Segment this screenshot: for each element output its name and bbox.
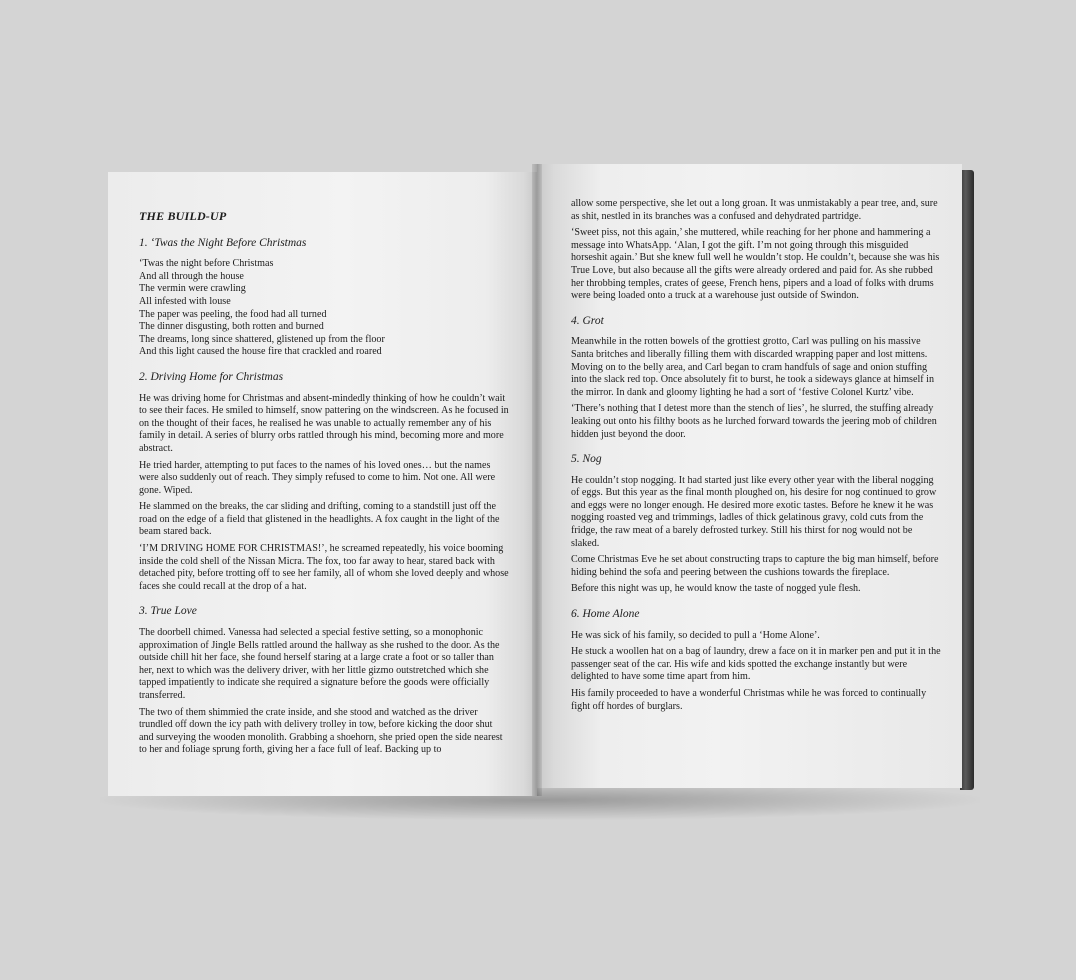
section-heading: 3. True Love [139,605,197,618]
right-page [537,164,962,788]
open-book [108,164,972,804]
paragraph: He was driving home for Christmas and absent-mindedly thinking of how he couldn’t wait to see their faces. He smiled to himself, snow pattering on the windscreen. As he focused in on the thought of their faces, he realised he was unable to actually remember any of his family in detail. A series of blurry orbs rattled through his mind, becoming more and more abstract. [139,392,509,454]
poem-line: And this light caused the house fire that crackled and roared [139,346,382,358]
paragraph: He was sick of his family, so decided to pull a ‘Home Alone’. [571,629,820,641]
paragraph: His family proceeded to have a wonderful Christmas while he was forced to continually fight off hordes of burglars. [571,688,927,712]
right-column [571,198,941,713]
paragraph: Before this night was up, he would know the taste of nogged yule flesh. [571,583,861,595]
book-gutter [532,164,542,796]
paragraph: ‘There’s nothing that I detest more than the stench of lies’, he slurred, the stuffing already leaking out onto his filthy boots as he lurched forward towards the jeering mob of children hidden just beyond the door. [571,403,937,440]
poem-line: All infested with louse [139,295,231,307]
poem-line: The paper was peeling, the food had all turned [139,308,327,320]
section-5 [571,453,941,596]
paragraph: Come Christmas Eve he set about constructing traps to capture the big man himself, before hiding behind the sofa and peering between the cushions towards the fireplace. [571,554,939,578]
paragraph: The two of them shimmied the crate inside, and she stood and watched as the driver trundled off down the icy path with delivery trolley in tow, before kicking the door shut and surveying the wooden monolith. Grabbing a shoehorn, she pried open the side nearest to her and foliage sprung forth, giving her a face full of leaf. Backing up to [139,706,503,756]
poem-line: The dinner disgusting, both rotten and burned [139,321,324,333]
paragraph: allow some perspective, she let out a long groan. It was unmistakably a pear tree, and, sure as shit, nestled in its branches was a confused and dehydrated partridge. [571,198,938,222]
chapter-title: THE BUILD-UP [139,209,227,223]
paragraph: The doorbell chimed. Vanessa had selected a special festive setting, so a monophonic approximation of Jingle Bells rattled around the hallway as she rushed to the door. As the outside chill hit her face, she found herself staring at a large crate a foot or so taller than her, next to which was the delivery driver, with her little gizmo outstretched which she tapped impatiently to indicate she required a signature before the goods were officially transferred. [139,627,500,701]
continuation [571,198,941,303]
paragraph: He tried harder, attempting to put faces to the names of his loved ones… but the names were also suddenly out of reach. They simply refused to come to him. Not one. All were gone. Wiped. [139,459,496,496]
section-2 [139,371,509,594]
paragraph: ‘Sweet piss, not this again,’ she muttered, while reaching for her phone and hammering a message into WhatsApp. ‘Alan, I got the gift. I’m not going through this misguided horseshit again.’ But she knew full well he wouldn’t stop. He couldn’t, because she was his True Love, but also because all the gifts were already ordered and paid for. As she rubbed her throbbing temples, crates of geese, French hens, pipers and a load of folks with drums were being loaded onto a truck at a warehouse just outside of Swindon. [571,227,940,302]
section-4 [571,315,941,441]
left-column [139,210,509,757]
poem-line: ‘Twas the night before Christmas [139,258,274,270]
section-1 [139,237,509,359]
section-6 [571,608,941,713]
poem-line: And all through the house [139,270,244,282]
paragraph: ‘I’M DRIVING HOME FOR CHRISTMAS!’, he screamed repeatedly, his voice booming inside the cold shell of the Nissan Micra. The fox, too far away to hear, stared back with detached pity, before trotting off to see her family, all of whom she loved deeply and whose faces she could recall at the drop of a hat. [139,543,509,592]
poem-line: The vermin were crawling [139,283,246,295]
section-heading: 6. Home Alone [571,608,640,621]
paragraph: He stuck a woollen hat on a bag of laundry, drew a face on it in marker pen and put it in the passenger seat of the car. His wife and kids spotted the exchange instantly but were delighted to have some time apart from him. [571,646,941,683]
section-3 [139,605,509,757]
left-page [108,172,537,796]
page-edge-stack [960,170,974,790]
section-heading: 2. Driving Home for Christmas [139,370,284,383]
section-heading: 4. Grot [571,314,604,327]
poem [139,258,509,359]
paragraph: Meanwhile in the rotten bowels of the grottiest grotto, Carl was pulling on his massive Santa britches and liberally filling them with discarded wrapping paper and lost mittens. Moving on to the belly area, and Carl began to cram handfuls of sage and onion stuffing into the slack red top. Once absolutely fit to burst, he took a sideways glance at himself in the mirror. In dank and gloomy lighting he had a sort of ‘festive Colonel Kurtz’ vibe. [571,336,935,398]
section-heading: 5. Nog [571,453,602,466]
section-heading: 1. ‘Twas the Night Before Christmas [139,236,307,249]
poem-line: The dreams, long since shattered, glistened up from the floor [139,333,385,345]
paragraph: He slammed on the breaks, the car sliding and drifting, coming to a standstill just off the road on the edge of a field that glistened in the headlights. A fox caught in the light of the beam stared back. [139,501,500,538]
paragraph: He couldn’t stop nogging. It had started just like every other year with the liberal nogging of eggs. But this year as the final month ploughed on, his desire for nog continued to grow and eggs were no longer enough. He desired more exotic tastes. Before he knew it he was nogging roasted veg and trimmings, ladles of thick gelatinous gravy, cold cuts from the fridge, the raw meat of a barely defrosted turkey. Still his thirst for nog would not be slaked. [571,474,937,549]
